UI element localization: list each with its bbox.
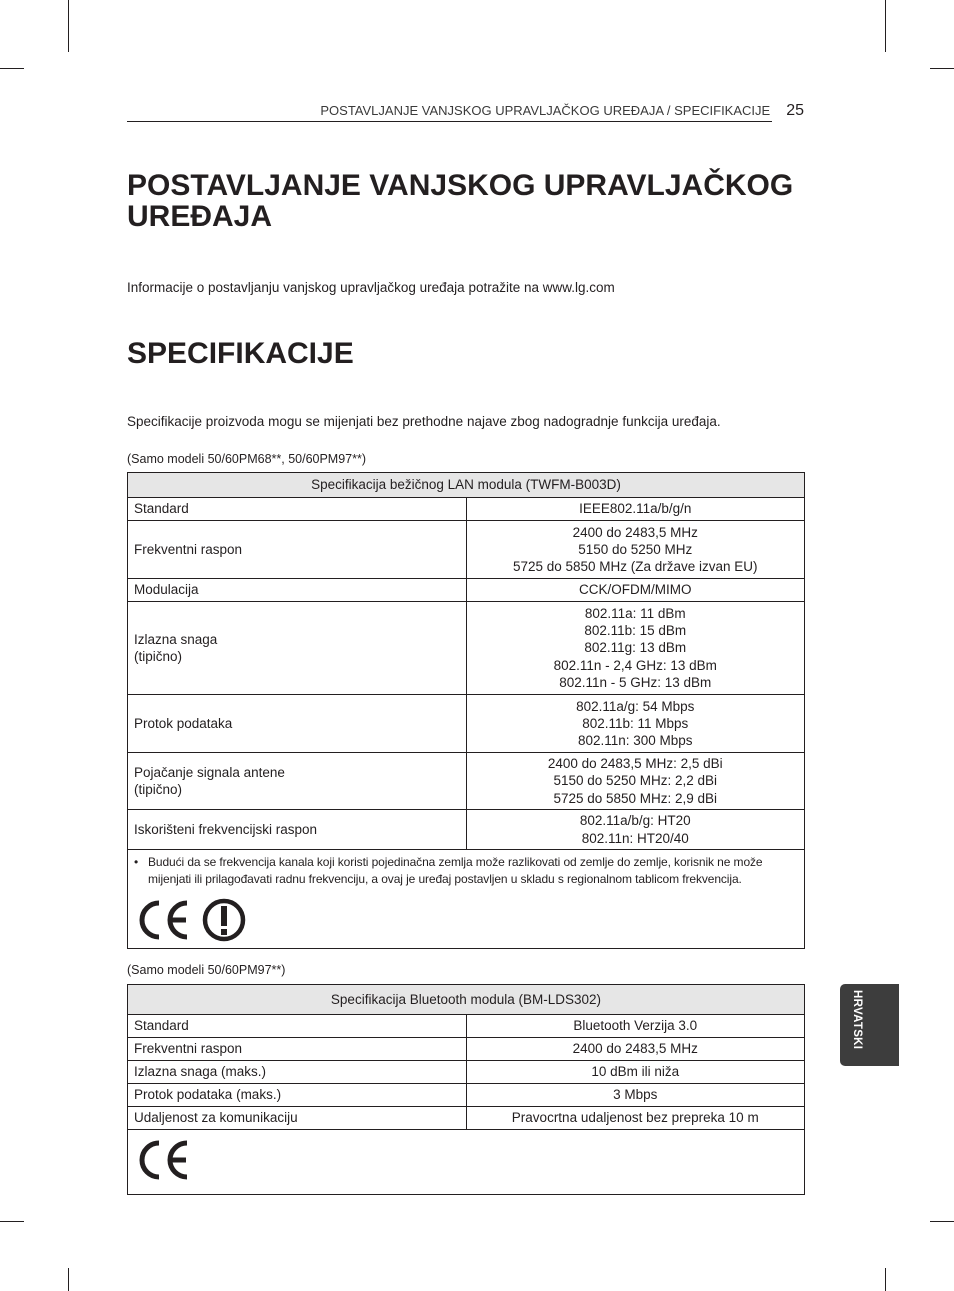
language-tab: [840, 984, 899, 1066]
row-label: [128, 1038, 467, 1061]
row-value-line: 802.11a: 11 dBm: [584, 605, 686, 621]
wlan-table-caption: Specifikacija bežičnog LAN modula (TWFM-B003D): [128, 473, 805, 498]
table-row: [128, 810, 805, 850]
table-row: [128, 1084, 805, 1107]
row-label: [128, 521, 467, 579]
row-value: [466, 1107, 805, 1130]
table-row: [128, 1107, 805, 1130]
table-row: [128, 753, 805, 810]
row-label-line: (tipično): [134, 782, 183, 797]
language-tab-label: HRVATSKI: [851, 990, 863, 1050]
section-title-line: UREĐAJA: [127, 200, 273, 233]
ce-mark-icon: [134, 1138, 192, 1182]
row-value: [466, 579, 805, 602]
row-value-line: CCK/OFDM/MIMO: [579, 582, 692, 598]
row-value: [466, 498, 805, 521]
row-label: [128, 810, 467, 850]
wlan-spec-table: [127, 472, 805, 949]
crop-mark: [930, 68, 954, 69]
section-title-specs: SPECIFIKACIJE: [127, 337, 354, 370]
wlan-footer-cell: [128, 850, 805, 949]
frequency-footnote: [134, 854, 798, 888]
table-footer-row: [128, 1130, 805, 1195]
row-value-line: 802.11n - 5 GHz: 13 dBm: [559, 674, 712, 690]
row-value-line: 5725 do 5850 MHz: 2,9 dBi: [553, 790, 718, 806]
row-label: [128, 1084, 467, 1107]
section-title-setup: [127, 170, 827, 232]
bt-footer-cell: [128, 1130, 805, 1195]
row-value-line: 3 Mbps: [613, 1087, 658, 1103]
header-divider: [127, 121, 772, 122]
row-label: [128, 579, 467, 602]
row-value-line: 802.11a/b/g: HT20: [579, 813, 691, 829]
row-value: [466, 810, 805, 850]
table-row: [128, 602, 805, 695]
crop-mark: [68, 0, 69, 52]
bt-table-caption: Specifikacija Bluetooth modula (BM-LDS302): [128, 985, 805, 1015]
row-value: [466, 602, 805, 695]
row-value: [466, 753, 805, 810]
row-label-line: Izlazna snaga: [134, 631, 218, 647]
table-caption-row: [128, 985, 805, 1015]
row-value-line: 802.11a/g: 54 Mbps: [576, 698, 695, 714]
row-label: [128, 602, 467, 695]
row-value-line: 802.11n: HT20/40: [581, 830, 689, 846]
row-value-line: 5725 do 5850 MHz (Za države izvan EU): [512, 559, 758, 575]
row-value-line: 5150 do 5250 MHz: 2,2 dBi: [553, 773, 718, 789]
row-value: [466, 1084, 805, 1107]
row-value-line: 802.11n: 300 Mbps: [577, 733, 693, 749]
table-row: [128, 498, 805, 521]
crop-mark: [0, 1221, 24, 1222]
ce-mark-icon: [134, 898, 192, 942]
row-value: [466, 1061, 805, 1084]
row-value-line: 10 dBm ili niža: [591, 1064, 680, 1080]
row-value-line: 2400 do 2483,5 MHz: [572, 1041, 698, 1057]
wlan-models-note: (Samo modeli 50/60PM68**, 50/60PM97**): [127, 452, 367, 466]
row-value-line: 2400 do 2483,5 MHz: 2,5 dBi: [547, 756, 723, 772]
table-row: [128, 521, 805, 579]
row-label-line: Standard: [134, 1018, 189, 1034]
row-label-line: Frekventni raspon: [134, 1041, 243, 1057]
row-value: [466, 1038, 805, 1061]
table-row: [128, 1015, 805, 1038]
crop-mark: [930, 1221, 954, 1222]
wlan-table-body: [128, 473, 805, 949]
page-number: 25: [786, 102, 804, 119]
row-label-line: Izlazna snaga (maks.): [134, 1064, 267, 1080]
wlan-certification-marks: [134, 898, 798, 942]
crop-mark: [68, 1268, 69, 1291]
row-label: [128, 1107, 467, 1130]
bt-models-note: (Samo modeli 50/60PM97**): [127, 963, 286, 977]
row-value-line: 2400 do 2483,5 MHz: [572, 524, 698, 540]
table-caption-row: [128, 473, 805, 498]
row-value-line: Pravocrtna udaljenost bez prepreka 10 m: [511, 1110, 759, 1126]
row-value-line: 802.11b: 11 Mbps: [582, 715, 689, 731]
row-label-line: Frekventni raspon: [134, 541, 243, 557]
row-label-line: Udaljenost za komunikaciju: [134, 1110, 298, 1126]
section-title-line: POSTAVLJANJE VANJSKOG UPRAVLJAČKOG: [127, 169, 794, 202]
crop-mark: [885, 1268, 886, 1291]
table-footer-row: [128, 850, 805, 949]
row-label-line: Pojačanje signala antene: [134, 764, 285, 780]
row-label-line: Protok podataka (maks.): [134, 1087, 282, 1103]
row-value-line: 802.11b: 15 dBm: [584, 623, 687, 639]
table-row: [128, 1038, 805, 1061]
crop-mark: [0, 68, 24, 69]
row-value-line: IEEE802.11a/b/g/n: [579, 501, 692, 517]
row-label-line: Modulacija: [134, 582, 199, 598]
crop-mark: [885, 0, 886, 52]
row-label-line: Iskorišteni frekvencijski raspon: [134, 821, 318, 837]
row-label: [128, 1015, 467, 1038]
row-label: [128, 695, 467, 753]
row-value-line: 5150 do 5250 MHz: [578, 541, 693, 557]
row-label-line: (tipično): [134, 649, 183, 664]
row-value: [466, 695, 805, 753]
row-label: [128, 753, 467, 810]
bt-table-body: [128, 985, 805, 1195]
row-value-line: 802.11n - 2,4 GHz: 13 dBm: [553, 657, 717, 673]
row-label: [128, 1061, 467, 1084]
setup-info-text: Informacije o postavljanju vanjskog upravljačkog uređaja potražite na www.lg.com: [127, 280, 615, 295]
table-row: [128, 1061, 805, 1084]
footnote-text: Budući da se frekvencija kanala koji koristi pojedinačna zemlja može razlikovati od zemlje do zemlje, korisnik ne može mijenjati ili prilagođavati radnu frekvenciju, a ovaj je uređaj postavljen u skladu s regionalnom tablicom frekvencija.: [148, 855, 763, 886]
alert-mark-icon: [202, 898, 246, 942]
row-value: [466, 521, 805, 579]
row-value: [466, 1015, 805, 1038]
bt-spec-table: [127, 984, 805, 1195]
table-row: [128, 695, 805, 753]
table-row: [128, 579, 805, 602]
row-label: [128, 498, 467, 521]
running-head-title: POSTAVLJANJE VANJSKOG UPRAVLJAČKOG UREĐAJA / SPECIFIKACIJE: [320, 103, 771, 118]
row-value-line: 802.11g: 13 dBm: [584, 640, 687, 656]
row-value-line: Bluetooth Verzija 3.0: [573, 1018, 698, 1034]
specs-intro-text: Specifikacije proizvoda mogu se mijenjati bez prethodne najave zbog nadogradnje funkcija uređaja.: [127, 414, 721, 429]
bullet: •: [134, 855, 139, 869]
running-head: [127, 102, 804, 120]
row-label-line: Protok podataka: [134, 715, 233, 731]
row-label-line: Standard: [134, 501, 189, 517]
